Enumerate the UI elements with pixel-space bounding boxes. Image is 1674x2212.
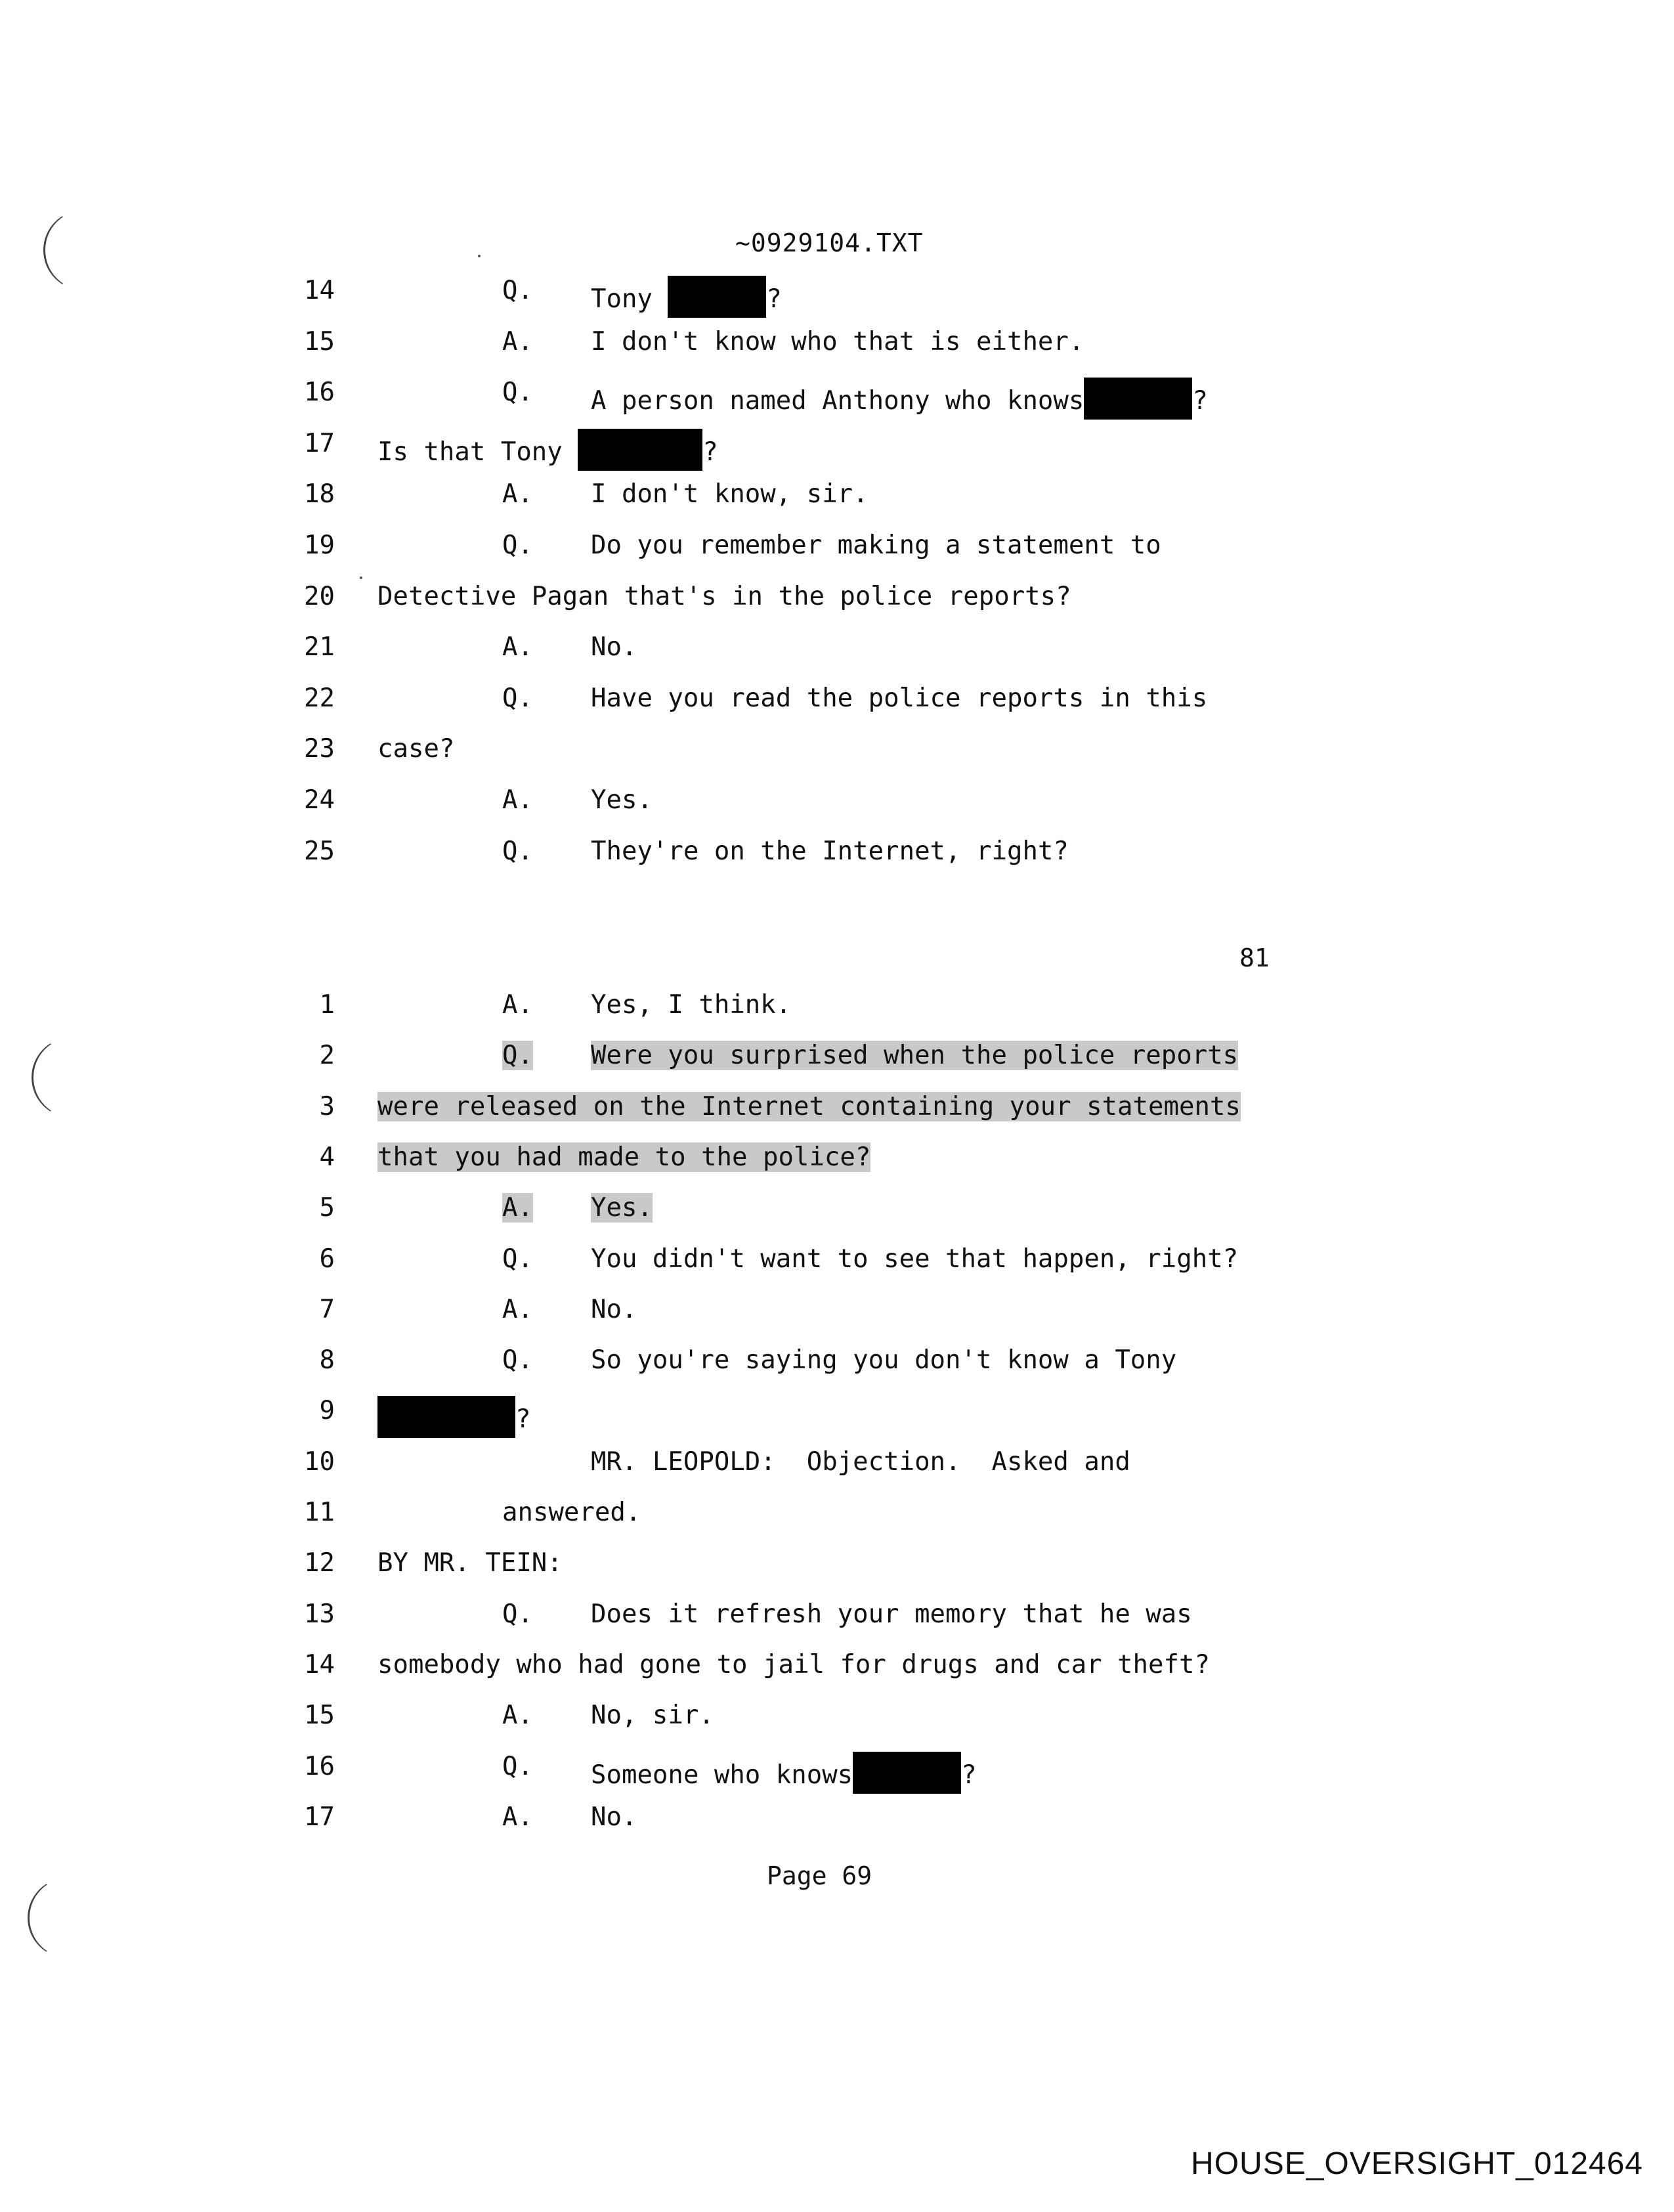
line-text bbox=[591, 836, 1069, 866]
text-segment: Tony bbox=[591, 284, 668, 314]
line-text bbox=[591, 1295, 637, 1324]
speaker-label: Q. bbox=[502, 1345, 533, 1376]
line-text bbox=[377, 429, 718, 471]
text-segment: were released on the Internet containing your statements bbox=[377, 1091, 1241, 1121]
line-number: 20 bbox=[304, 581, 335, 611]
binder-hole-mark bbox=[28, 1878, 75, 1958]
line-text bbox=[591, 632, 637, 662]
redaction-box bbox=[853, 1752, 961, 1794]
binder-hole-mark bbox=[43, 210, 91, 290]
speaker-label: Q. bbox=[502, 1041, 533, 1071]
text-segment: Yes, I think. bbox=[591, 990, 792, 1020]
line-text bbox=[591, 479, 869, 509]
text-segment: ? bbox=[702, 437, 718, 467]
line-text bbox=[377, 1396, 530, 1438]
line-text bbox=[502, 1498, 641, 1527]
line-text bbox=[377, 1650, 1210, 1680]
text-segment: Yes. bbox=[591, 1193, 653, 1223]
text-segment: case? bbox=[377, 734, 455, 764]
redaction-box bbox=[668, 276, 766, 318]
text-segment: ? bbox=[766, 284, 782, 314]
line-number: 8 bbox=[319, 1345, 335, 1376]
line-text bbox=[591, 1345, 1176, 1375]
text-segment: somebody who had gone to jail for drugs and car theft? bbox=[377, 1649, 1210, 1680]
line-text bbox=[591, 1244, 1238, 1274]
text-segment: Were you surprised when the police reports bbox=[591, 1041, 1239, 1071]
line-text bbox=[377, 582, 1071, 611]
line-number: 17 bbox=[304, 1802, 335, 1832]
speaker-label: A. bbox=[502, 1701, 533, 1731]
scan-speck bbox=[478, 255, 481, 257]
line-text bbox=[591, 1193, 653, 1223]
line-number: 2 bbox=[319, 1041, 335, 1071]
speaker-label: Q. bbox=[502, 1751, 533, 1781]
speaker-label: A. bbox=[502, 326, 533, 357]
line-number: 16 bbox=[304, 378, 335, 408]
text-segment: They're on the Internet, right? bbox=[591, 836, 1069, 866]
speaker-label: Q. bbox=[502, 1599, 533, 1629]
text-segment: Have you read the police reports in this bbox=[591, 683, 1208, 713]
text-segment: ? bbox=[515, 1404, 531, 1435]
text-segment: answered. bbox=[502, 1498, 641, 1527]
text-segment: You didn't want to see that happen, right? bbox=[591, 1244, 1239, 1274]
line-text bbox=[591, 785, 653, 815]
line-number: 5 bbox=[319, 1193, 335, 1223]
line-number: 24 bbox=[304, 785, 335, 815]
line-number: 21 bbox=[304, 632, 335, 662]
line-number: 14 bbox=[304, 276, 335, 305]
line-number: 15 bbox=[304, 1701, 335, 1731]
line-number: 10 bbox=[304, 1446, 335, 1477]
text-segment: Detective Pagan that's in the police reports? bbox=[377, 581, 1071, 611]
line-number: 6 bbox=[319, 1244, 335, 1274]
line-text bbox=[591, 1802, 637, 1832]
line-text bbox=[591, 276, 782, 318]
line-number: 19 bbox=[304, 531, 335, 560]
redaction-box bbox=[377, 1396, 515, 1438]
text-segment: I don't know, sir. bbox=[591, 479, 869, 510]
text-segment: Is that Tony bbox=[377, 437, 578, 467]
line-number: 1 bbox=[319, 990, 335, 1020]
speaker-label: A. bbox=[502, 785, 533, 815]
line-text bbox=[377, 1548, 563, 1578]
line-text bbox=[591, 1041, 1238, 1070]
line-text bbox=[591, 990, 791, 1020]
file-name-header: ~0929104.TXT bbox=[735, 228, 924, 257]
text-segment: Yes. bbox=[591, 785, 653, 815]
text-segment: A person named Anthony who knows bbox=[591, 386, 1084, 416]
speaker-label: Q. bbox=[502, 1244, 533, 1274]
text-segment: No. bbox=[591, 632, 637, 662]
line-number: 15 bbox=[304, 326, 335, 357]
speaker-label: Q. bbox=[502, 531, 533, 560]
text-segment: No. bbox=[591, 1802, 637, 1832]
line-number: 16 bbox=[304, 1751, 335, 1781]
line-text bbox=[591, 683, 1207, 713]
text-segment: Does it refresh your memory that he was bbox=[591, 1599, 1192, 1629]
line-text bbox=[591, 1599, 1192, 1629]
line-number: 22 bbox=[304, 683, 335, 713]
line-number: 7 bbox=[319, 1294, 335, 1324]
speaker-label: Q. bbox=[502, 276, 533, 305]
line-number: 13 bbox=[304, 1599, 335, 1629]
line-text bbox=[591, 531, 1161, 560]
line-number: 17 bbox=[304, 428, 335, 458]
text-segment: I don't know who that is either. bbox=[591, 326, 1084, 357]
line-number: 12 bbox=[304, 1548, 335, 1578]
speaker-label: A. bbox=[502, 1294, 533, 1324]
line-text bbox=[591, 378, 1208, 420]
footer-page-label: Page 69 bbox=[767, 1861, 872, 1890]
speaker-label: A. bbox=[502, 1193, 533, 1223]
bates-number: HOUSE_OVERSIGHT_012464 bbox=[1191, 2146, 1643, 2181]
text-segment: Someone who knows bbox=[591, 1760, 853, 1790]
text-segment: No. bbox=[591, 1294, 637, 1324]
transcript-page-number: 81 bbox=[1239, 943, 1270, 972]
speaker-label: A. bbox=[502, 479, 533, 510]
text-segment: that you had made to the police? bbox=[377, 1142, 871, 1172]
line-number: 18 bbox=[304, 479, 335, 510]
line-text bbox=[377, 1142, 870, 1172]
scan-speck bbox=[360, 576, 362, 579]
text-segment: Do you remember making a statement to bbox=[591, 531, 1161, 560]
line-text bbox=[591, 1701, 714, 1730]
line-number: 25 bbox=[304, 836, 335, 866]
line-text bbox=[591, 1447, 1130, 1477]
text-segment: No, sir. bbox=[591, 1701, 714, 1731]
line-number: 9 bbox=[319, 1396, 335, 1426]
text-segment: ? bbox=[961, 1760, 977, 1790]
speaker-label: Q. bbox=[502, 378, 533, 408]
line-number: 23 bbox=[304, 734, 335, 764]
speaker-label: Q. bbox=[502, 683, 533, 713]
speaker-label: A. bbox=[502, 632, 533, 662]
redaction-box bbox=[578, 429, 702, 471]
line-number: 3 bbox=[319, 1091, 335, 1121]
binder-hole-mark bbox=[32, 1037, 79, 1117]
text-segment: ? bbox=[1192, 386, 1208, 416]
line-number: 14 bbox=[304, 1649, 335, 1680]
speaker-label: A. bbox=[502, 1802, 533, 1832]
text-segment: MR. LEOPOLD: Objection. Asked and bbox=[591, 1446, 1130, 1477]
line-text bbox=[377, 734, 454, 764]
text-segment: BY MR. TEIN: bbox=[377, 1548, 563, 1578]
speaker-label: A. bbox=[502, 990, 533, 1020]
line-text bbox=[591, 1752, 977, 1794]
line-number: 4 bbox=[319, 1142, 335, 1172]
speaker-label: Q. bbox=[502, 836, 533, 866]
line-number: 11 bbox=[304, 1498, 335, 1527]
line-text bbox=[591, 327, 1084, 357]
text-segment: So you're saying you don't know a Tony bbox=[591, 1345, 1177, 1376]
line-text bbox=[377, 1092, 1241, 1121]
redaction-box bbox=[1084, 378, 1192, 420]
